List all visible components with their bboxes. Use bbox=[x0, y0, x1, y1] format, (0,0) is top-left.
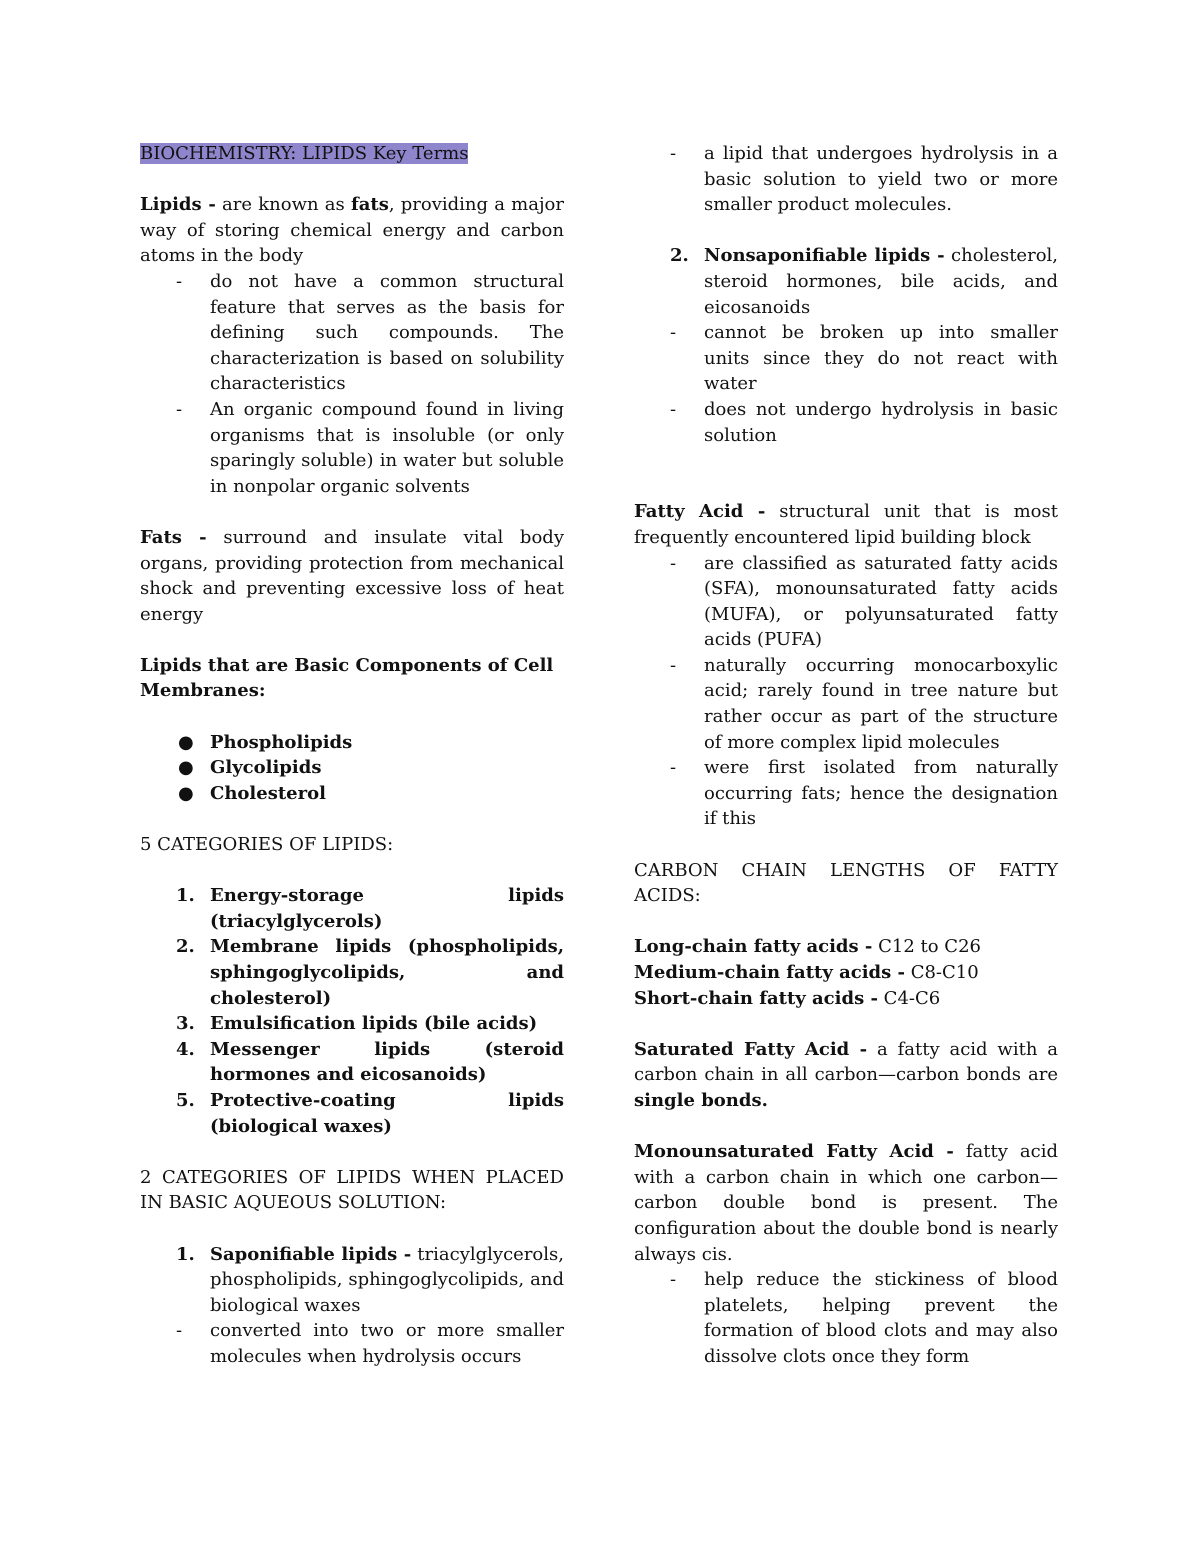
chain-length-item: Short-chain fatty acids - C4-C6 bbox=[634, 987, 941, 1009]
numbered-item: 2. Nonsaponifiable lipids - cholesterol, steroid hormones, bile acids, and eicosanoids bbox=[670, 245, 1059, 318]
chain-heading: CARBON CHAIN LENGTHS OF FATTY ACIDS: bbox=[634, 859, 1058, 907]
list-item: - are classified as saturated fatty acids (SFA), monounsaturated fatty acids (MUFA), or polyunsaturated fatty acids (PUFA) bbox=[670, 552, 1058, 651]
lipids-definition: Lipids - are known as fats, providing a major way of storing chemical energy and carbon atoms in the body bbox=[140, 194, 564, 267]
list-item: - a lipid that undergoes hydrolysis in a basic solution to yield two or more smaller product molecules. bbox=[670, 143, 1058, 216]
numbered-item: 1. Energy-storage lipids (triacylglycerols) bbox=[176, 885, 564, 932]
monounsaturated-definition: Monounsaturated Fatty Acid - fatty acid with a carbon chain in which one carbon—carbon double bond is present. The configuration about the double bond is nearly always cis. bbox=[634, 1141, 1058, 1265]
bullet-item: ● Phospholipids bbox=[178, 731, 353, 753]
chain-length-item: Long-chain fatty acids - C12 to C26 bbox=[634, 936, 981, 958]
list-item: - cannot be broken up into smaller units since they do not react with water bbox=[670, 322, 1058, 395]
numbered-item: 1. Saponifiable lipids - triacylglycerols, phospholipids, sphingoglycolipids, and biological waxes bbox=[176, 1243, 564, 1316]
bullet-item: ● Glycolipids bbox=[178, 757, 322, 779]
list-item: - does not undergo hydrolysis in basic solution bbox=[670, 398, 1058, 446]
list-item: - do not have a common structural feature that serves as the basis for defining such compounds. The characterization is based on solubility characteristics bbox=[176, 270, 564, 395]
list-item: - help reduce the stickiness of blood platelets, helping prevent the formation of blood clots and may also dissolve clots once they form bbox=[670, 1269, 1058, 1367]
numbered-item: 5. Protective-coating lipids (biological waxes) bbox=[176, 1089, 564, 1137]
left-column bbox=[140, 141, 564, 1370]
chain-length-item: Medium-chain fatty acids - C8-C10 bbox=[634, 962, 979, 983]
document-title: BIOCHEMISTRY: LIPIDS Key Terms bbox=[140, 143, 469, 164]
numbered-item: 3. Emulsification lipids (bile acids) bbox=[176, 1013, 538, 1035]
list-item: - were first isolated from naturally occurring fats; hence the designation if this bbox=[670, 757, 1058, 830]
list-item: - An organic compound found in living organisms that is insoluble (or only sparingly soluble) in water but soluble in nonpolar organic solvents bbox=[176, 398, 564, 497]
numbered-item: 2. Membrane lipids (phospholipids, sphingoglycolipids, and cholesterol) bbox=[176, 936, 564, 1009]
aqueous-heading: 2 CATEGORIES OF LIPIDS WHEN PLACED IN BASIC AQUEOUS SOLUTION: bbox=[140, 1166, 564, 1214]
list-item: - naturally occurring monocarboxylic acid; rarely found in tree nature but rather occur as part of the structure of more complex lipid molecules bbox=[670, 654, 1058, 753]
categories-heading: 5 CATEGORIES OF LIPIDS: bbox=[140, 834, 394, 856]
fatty-acid-definition: Fatty Acid - structural unit that is most frequently encountered lipid building block bbox=[634, 501, 1058, 548]
lipids-term: Lipids - bbox=[140, 194, 216, 216]
right-column bbox=[634, 141, 1058, 1370]
saturated-definition: Saturated Fatty Acid - a fatty acid with a carbon chain in all carbon—carbon bonds are single bonds. bbox=[634, 1038, 1058, 1111]
bullet-item: ● Cholesterol bbox=[178, 782, 326, 804]
list-item: - converted into two or more smaller molecules when hydrolysis occurs bbox=[176, 1320, 564, 1367]
membranes-heading: Lipids that are Basic Components of Cell Membranes: bbox=[140, 654, 554, 702]
fats-definition: Fats - surround and insulate vital body organs, providing protection from mechanical shock and preventing excessive loss of heat energy bbox=[140, 526, 564, 625]
numbered-item: 4. Messenger lipids (steroid hormones and eicosanoids) bbox=[176, 1038, 564, 1086]
